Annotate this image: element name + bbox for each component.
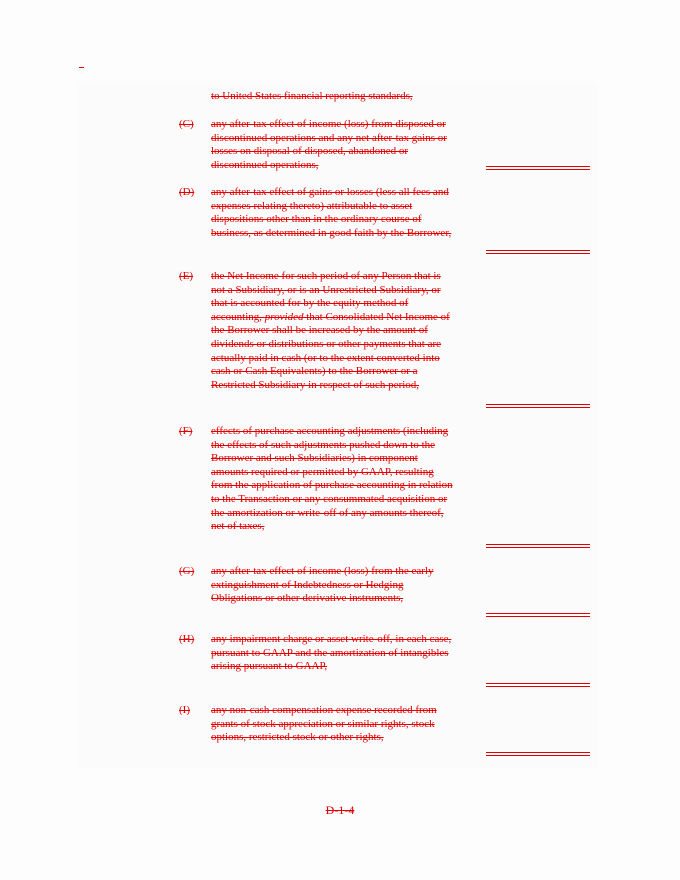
clause-text: any after-tax effect of gains or losses (less all fees and expenses relating thereto) attributable to asset dispositions other than in the ordinary course of business, as determined in good faith by the Borrower, xyxy=(211,186,452,239)
clause-text-part: that Consolidated Net Income of the Borrower shall be increased by the amount of dividends or distributions or other payments that are actually paid in cash (or to the extent converted into cash or Cash Equivalents) to the Borrower or a Restricted Subsidiary in respect of such period, xyxy=(211,310,450,391)
revision-double-rule xyxy=(486,752,590,756)
clause-label: (F) xyxy=(179,425,193,437)
revision-double-rule xyxy=(486,166,590,170)
margin-dash-mark xyxy=(79,67,84,68)
revision-double-rule xyxy=(486,683,590,687)
clause-label: (D) xyxy=(179,186,195,198)
clause-label: (E) xyxy=(179,270,194,282)
revision-double-rule xyxy=(486,613,590,617)
page-footer xyxy=(0,803,680,817)
clause-text-italic: provided xyxy=(264,310,304,323)
revision-double-rule xyxy=(486,250,590,254)
continuation-line: to United States financial reporting standards, xyxy=(211,90,413,102)
clause-label: (G) xyxy=(179,565,195,577)
revision-double-rule xyxy=(486,404,590,408)
clause-label: (I) xyxy=(179,704,190,716)
revision-double-rule xyxy=(486,544,590,548)
clause-label: (H) xyxy=(179,633,195,645)
clause-text xyxy=(211,270,456,392)
clause-label: (C) xyxy=(179,118,194,130)
clause-text-part: the Net Income for such period of any Person that is not a Subsidiary, or is an Unrestricted Subsidiary, or that is accounted for by the equity method of accounting, xyxy=(211,270,441,323)
clause-text: effects of purchase accounting adjustments (including the effects of such adjustments pushed down to the Borrower and such Subsidiaries) in component amounts required or permitted by GAAP, resulting from the application of purchase accounting in relation to the Transaction or any consummated acquisition or the amortization or write-off of any amounts thereof, net of taxes, xyxy=(211,425,453,533)
clause-text: any impairment charge or asset write-off, in each case, pursuant to GAAP and the amortization of intangibles arising pursuant to GAAP, xyxy=(211,633,452,673)
clause-text: any after-tax effect of income (loss) from disposed or discontinued operations and any net after-tax gains or losses on disposal of disposed, abandoned or discontinued operations, xyxy=(211,118,447,171)
clause-text: any non-cash compensation expense recorded from grants of stock appreciation or similar rights, stock options, restricted stock or other rights, xyxy=(211,704,437,744)
page-number: D-1-4 xyxy=(325,803,355,817)
clause-text: any after-tax effect of income (loss) from the early extinguishment of Indebtedness or Hedging Obligations or other derivative instruments, xyxy=(211,565,434,605)
